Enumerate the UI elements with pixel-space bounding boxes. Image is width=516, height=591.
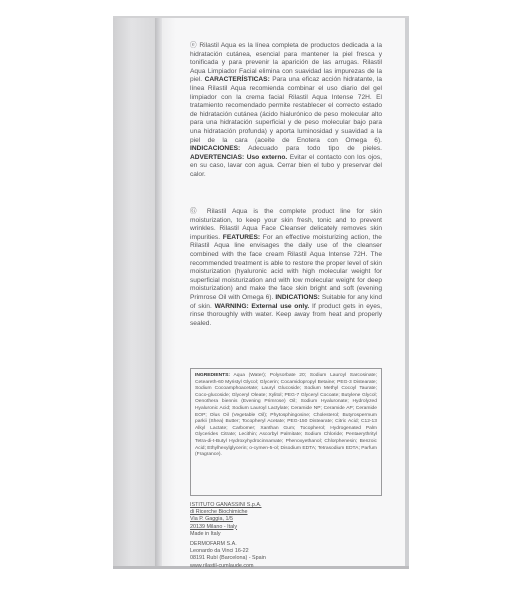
english-indications-label: INDICATIONS:	[275, 293, 320, 301]
spanish-indications: Adecuado para todo tipo de pieles.	[248, 145, 382, 153]
spanish-intro: Rilastil Aqua es la línea completa de productos dedicada a la hidratación cutánea, esencial para mantener la piel fresca y tonificada y para prevenir la aparición de las arrugas. Rilastil Aqua Limpiador Facial elimina con suavidad las impurezas de la piel.	[190, 42, 383, 84]
ingredients-box	[190, 368, 382, 496]
address-line: 20139 Milano - Italy	[190, 523, 238, 530]
english-intro: Rilastil Aqua is the complete product line for skin moisturization, to keep your skin fresh, tonic and to prevent wrinkles. Rilastil Aqua Face Cleanser delicately removes skin impurities.	[190, 208, 382, 241]
address-line: Via P. Gaggia, 1/5	[190, 516, 233, 523]
website-link: www.rilastil-cumlaude.com	[190, 562, 254, 569]
english-warning: If product gets in eyes, rinse thoroughly with water. Keep away from heat and properly sealed.	[190, 302, 383, 327]
spanish-features-label: CARACTERÍSTICAS:	[204, 76, 270, 84]
english-indications: Suitable for any kind of skin.	[190, 293, 382, 310]
ingredients-label: INGREDIENTS:	[195, 373, 231, 378]
spanish-description	[190, 42, 382, 180]
spanish-indications-label: INDICACIONES:	[190, 145, 241, 153]
ingredients-text	[195, 373, 377, 459]
spanish-warnings: Evitar el contacto con los ojos, en su caso, lavar con agua. Cerrar bien el tubo y preservar del calor.	[190, 153, 382, 178]
address-line: ISTITUTO GANASSINI S.p.A.	[190, 502, 262, 508]
english-warning-bold: External use only.	[251, 302, 310, 310]
ingredients-list: Aqua (Water); Polysorbate 20; Sodium Lauroyl Sarcosinate; Ceteareth-60 Myristyl Glycol; Glycerin; Cocamidopropyl Betaine; PEG-3 Distearate; Sodium Cocoamphoacetate; Lauryl Glucoside; Sodium Methyl Cocoyl Taurate; Coco-glucoside; Glyceryl Oleate; Xylitol; PEG-7 Glyceryl Cocoate; Butylene Glycol; Oenothera biennis (Evening Primrose) Oil; Sodium Hyaluronate; Hydrolyzed Hyaluronic Acid; Sodium Lauroyl Lactylate; Ceramide NP; Ceramide AP; Ceramide EOP; Olus Oil (Vegetable Oil); Phytosphingosine; Cholesterol; Butyrospermum parkii (Shea) Butter; Tocopheryl Acetate; PEG-150 Distearate; Citric Acid; C12-13 Alkyl Lactate; Carbomer; Xanthan Gum; Tocopherol; Hydrogenated Palm Glycerides Citrate; Lecithin; Ascorbyl Palmitate; Sodium Chloride; Pentaerythrityl Tetra-di-t-Butyl Hydroxyhydrocinnamate; Phenoxyethanol; Chlorphenesin; Benzoic Acid; Ethylhexylglycerin; o-cymen-5-ol; Disodium EDTA; Tetrasodium EDTA; Parfum (Fragrance).	[195, 373, 377, 458]
panel-shadow	[162, 18, 176, 568]
address-line: Leonardo da Vinci 16-22	[190, 548, 249, 555]
spanish-language-icon: ⓔ	[190, 42, 198, 49]
english-language-icon: Ⓖ	[190, 208, 201, 215]
english-features-label: FEATURES:	[222, 233, 261, 241]
address-line: DERMOFARM S.A.	[190, 541, 237, 548]
manufacturer-address	[190, 502, 350, 570]
english-features: For an effective moisturizing action, the Rilastil Aqua line envisages the daily use of the cleanser combined with the face cream Rilastil Aqua Intense 72H. The recommended treatment is able to restore the proper level of skin moisturization (hyaluronic acid with high molecular weight for superficial moisturization and with low molecular weight for deep moisturization) and make the face skin bright and soft (evening Primrose Oil with Omega 6).	[190, 233, 382, 301]
spanish-warnings-label: ADVERTENCIAS:	[190, 153, 245, 161]
box-left-flap	[113, 18, 160, 568]
spanish-warnings-bold: Uso externo.	[246, 153, 288, 161]
english-warning-label: WARNING:	[214, 302, 249, 310]
address-line: di Ricerche Biochimiche	[190, 509, 248, 516]
spanish-features: Para una eficaz acción hidratante, la línea Rilastil Aqua recomienda combinar el uso diario del gel limpiador con la crema facial Rilastil Aqua Intense 72H. El tratamiento recomendado permite restablecer el correcto estado de hidratación cutánea (ácido hialurónico de peso molecular alto para una hidratación superficial y de peso molecular bajo para una hidratación profunda) y aporta luminosidad y suavidad a la piel de la cara (aceite de Enotera con Omega 6).	[190, 76, 382, 144]
english-description	[190, 208, 382, 328]
address-line: Made in Italy	[190, 530, 221, 537]
box-right-edge	[405, 18, 409, 568]
address-line: 08191 Rubí (Barcelona) - Spain	[190, 555, 266, 562]
